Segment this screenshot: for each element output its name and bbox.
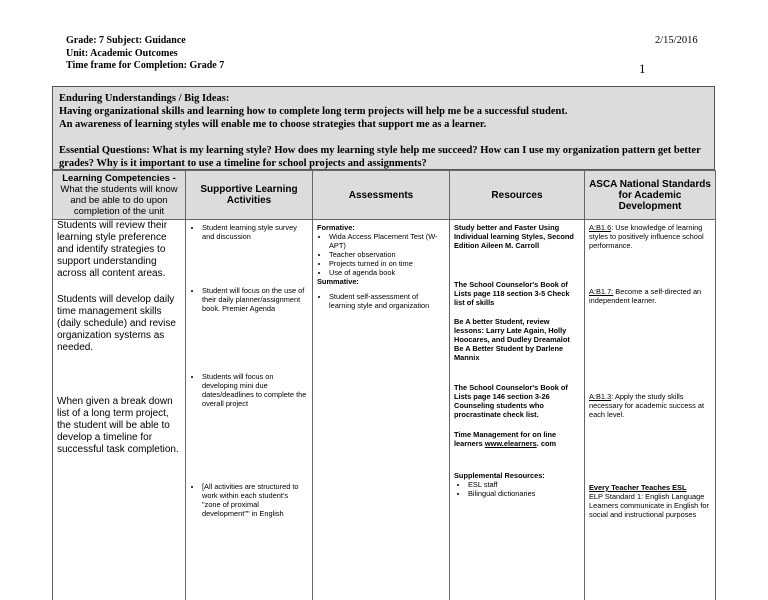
standard-3: A:B1.3: Apply the study skills necessary for academic success at each level. xyxy=(589,392,711,419)
activity-1: • Student learning style survey and discussion xyxy=(202,223,308,241)
formative-label: Formative: xyxy=(317,223,445,232)
assessments-cell xyxy=(313,220,450,600)
big-ideas-heading: Enduring Understandings / Big Ideas: xyxy=(59,92,708,105)
standard-4-title: Every Teacher Teaches ESL xyxy=(589,483,711,492)
competency-3: When given a break down list of a long term project, the student will be able to develop a timeline for successful task completion. xyxy=(57,396,181,456)
activity-4: • [All activities are structured to work within each student's "zone of proximal development"" in English xyxy=(202,482,308,518)
header-resources: Resources xyxy=(450,171,585,220)
essential-questions: Essential Questions: What is my learning style? How does my learning style help me succeed? How can I use my organization pattern get better grades? Why is it important to use a timeline for school projects and assignments? xyxy=(59,144,708,170)
timeframe-line: Time frame for Completion: Grade 7 xyxy=(66,60,224,73)
formative-item: • Wida Access Placement Test (W-APT) xyxy=(329,232,445,250)
resources-cell xyxy=(450,220,585,600)
big-idea-1: Having organizational skills and learning how to complete long term projects will help me be a successful student. xyxy=(59,105,708,118)
header-competencies: Learning Competencies - What the students will know and be able to do upon completion of the unit xyxy=(53,171,186,220)
competency-1: Students will review their learning style preference and identify strategies to support understanding across all content areas. xyxy=(57,220,181,280)
standard-1: A:B1.6: Use knowledge of learning styles to positively influence school performance. xyxy=(589,223,711,250)
header-standards: ASCA National Standards for Academic Development xyxy=(585,171,716,220)
summative-label: Summative: xyxy=(317,277,445,286)
resource-6: Time Management for on line learners www.elearners. com xyxy=(454,430,580,448)
summative-item: • Student self-assessment of learning style and organization xyxy=(329,292,445,310)
supplemental-label: Supplemental Resources: xyxy=(454,471,580,480)
activity-2: • Student will focus on the use of their daily planner/assignment book. Premier Agenda xyxy=(202,286,308,313)
big-idea-2: An awareness of learning styles will enable me to choose strategies that support me as a learner. xyxy=(59,118,708,131)
big-ideas-box xyxy=(52,86,715,170)
resource-3: Be A better Student, review lessons: Larry Late Again, Holly Hoocares, and Dudley Dreamalot xyxy=(454,317,580,344)
resource-1: Study better and Faster Using Individual learning Styles, Second Edition Aileen M. Carroll xyxy=(454,223,580,250)
resource-4: Be A Better Student by Darlene Mannix xyxy=(454,344,580,362)
header-assessments: Assessments xyxy=(313,171,450,220)
resource-2: The School Counselor's Book of Lists page 118 section 3-5 Check list of skills xyxy=(454,280,580,307)
document-header xyxy=(66,35,224,73)
standard-4-text: ELP Standard 1: English Language Learners communicate in English for social and instructional purposes xyxy=(589,492,711,519)
supplemental-item: • Bilingual dictionaries xyxy=(468,489,580,498)
table-body-row xyxy=(53,220,716,600)
activities-cell xyxy=(186,220,313,600)
formative-item: • Projects turned in on time xyxy=(329,259,445,268)
competencies-cell xyxy=(53,220,186,600)
unit-plan-table xyxy=(52,170,716,600)
supplemental-item: • ESL staff xyxy=(468,480,580,489)
header-activities: Supportive Learning Activities xyxy=(186,171,313,220)
competency-2: Students will develop daily time management skills (daily schedule) and revise organization systems as needed. xyxy=(57,294,181,354)
page-number: 1 xyxy=(639,61,646,77)
document-date: 2/15/2016 xyxy=(655,35,698,46)
formative-item: • Use of agenda book xyxy=(329,268,445,277)
standard-2: A:B1.7: Become a self-directed an independent learner. xyxy=(589,287,711,305)
activity-3: • Students will focus on developing mini due dates/deadlines to complete the overall project xyxy=(202,372,308,408)
elearners-link[interactable]: www.elearners xyxy=(485,439,537,448)
formative-item: • Teacher observation xyxy=(329,250,445,259)
table-header-row xyxy=(53,171,716,220)
unit-line: Unit: Academic Outcomes xyxy=(66,48,224,61)
standards-cell xyxy=(585,220,716,600)
resource-5: The School Counselor's Book of Lists page 146 section 3-26 Counseling students who procrastinate check list. xyxy=(454,383,580,419)
grade-subject-line: Grade: 7 Subject: Guidance xyxy=(66,35,224,48)
